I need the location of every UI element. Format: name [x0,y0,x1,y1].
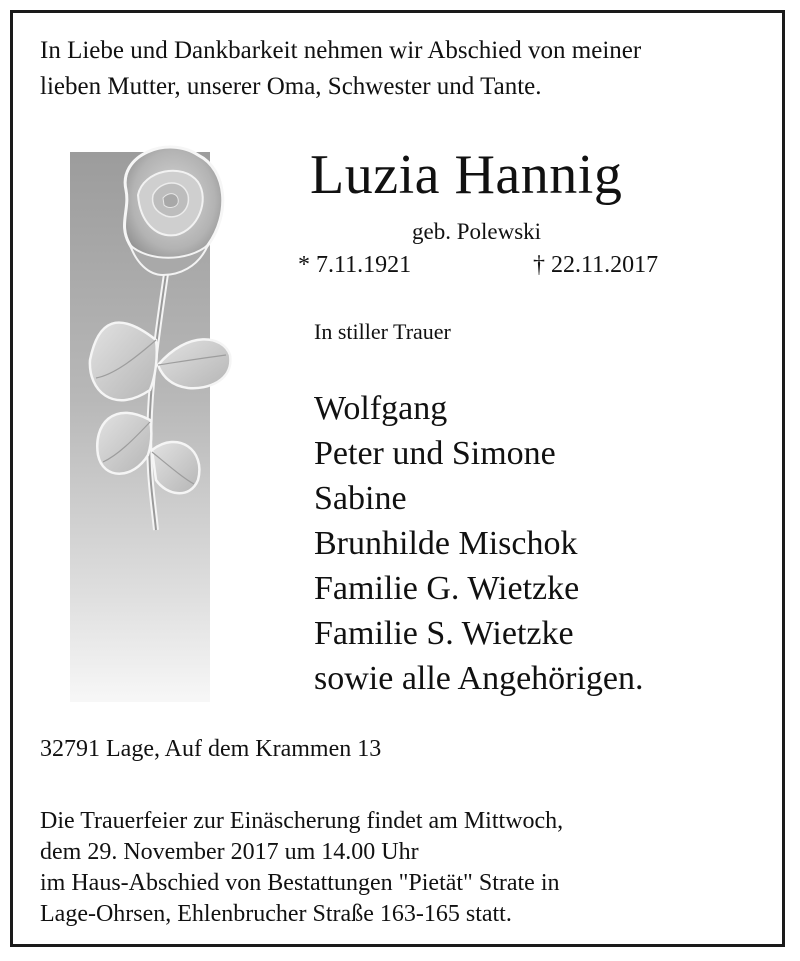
mourning-label: In stiller Trauer [314,319,451,344]
mourner-item: Wolfgang [314,390,448,427]
rose-icon [38,150,238,550]
birth-date: * 7.11.1921 [298,252,412,278]
deceased-name: Luzia Hannig [310,144,623,206]
maiden-name: geb. Polewski [412,219,542,244]
mourner-item: sowie alle Angehörigen. [314,660,644,697]
intro-text [40,33,770,105]
intro-line-2: lieben Mutter, unserer Oma, Schwester und Tante. [40,73,542,100]
service-line-3: im Haus-Abschied von Bestattungen "Pietät" Strate in [40,870,560,896]
death-date: † 22.11.2017 [533,252,659,278]
mourner-item: Sabine [314,480,407,517]
service-line-1: Die Trauerfeier zur Einäscherung findet am Mittwoch, [40,808,564,834]
mourner-item: Peter und Simone [314,435,556,472]
intro-line-1: In Liebe und Dankbarkeit nehmen wir Abschied von meiner [40,37,642,64]
service-line-4: Lage-Ohrsen, Ehlenbrucher Straße 163-165 statt. [40,901,512,927]
mourners-list [314,386,644,701]
mourner-item: Familie G. Wietzke [314,570,580,607]
family-address: 32791 Lage, Auf dem Krammen 13 [40,736,382,762]
funeral-service-info [40,806,563,930]
mourner-item: Familie S. Wietzke [314,615,574,652]
mourner-item: Brunhilde Mischok [314,525,578,562]
service-line-2: dem 29. November 2017 um 14.00 Uhr [40,839,419,865]
